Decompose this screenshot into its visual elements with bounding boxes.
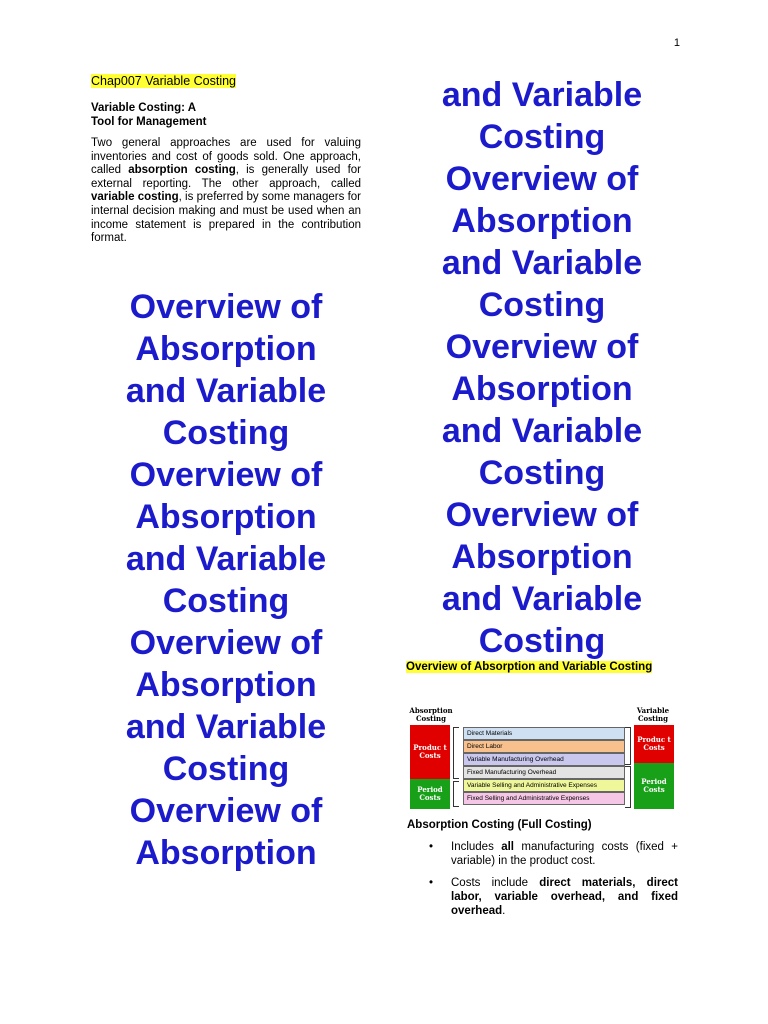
intro-paragraph <box>91 137 361 246</box>
big-right-line: and Variable <box>441 244 643 282</box>
big-left-line: Absorption <box>135 666 317 704</box>
big-right-line: Costing <box>478 622 606 660</box>
chapter-title: Chap007 Variable Costing <box>91 74 237 88</box>
big-left-line: Overview of <box>129 792 323 830</box>
bullet-text-pre: Includes <box>451 841 502 853</box>
intro-bold-absorption: absorption costing <box>128 164 236 177</box>
big-right-line: and Variable <box>441 580 643 618</box>
costing-diagram <box>406 703 678 809</box>
section-heading-line-2: Tool for Management <box>91 116 207 128</box>
big-left-line: Overview of <box>129 456 323 494</box>
cost-row: Fixed Manufacturing Overhead <box>463 766 625 779</box>
intro-text-2: , is generally used for external reporting. The other approach, called <box>91 164 361 190</box>
cost-row: Direct Labor <box>463 740 625 753</box>
big-left-line: Overview of <box>129 624 323 662</box>
absorption-costing-heading: Absorption Costing (Full Costing) <box>407 819 592 831</box>
absorption-product-costs-block: Produc t Costs <box>410 725 450 779</box>
absorption-bullets <box>429 840 678 926</box>
diagram-left-header: Absorption Costing <box>409 706 453 723</box>
big-right-line: Absorption <box>451 370 633 408</box>
cost-row: Variable Selling and Administrative Expenses <box>463 779 625 792</box>
variable-product-costs-block: Produc t Costs <box>634 725 674 763</box>
big-right-line: Overview of <box>445 160 639 198</box>
big-right-line: Costing <box>478 454 606 492</box>
big-left-line: Costing <box>162 414 290 452</box>
big-left-line: Absorption <box>135 330 317 368</box>
big-repeated-heading-left <box>87 286 365 874</box>
diagram-right-header: Variable Costing <box>636 706 670 723</box>
intro-text-3: , is preferred by some managers for internal decision making and must be used when an income statement is prepared in the contribution format. <box>91 191 361 245</box>
intro-bold-variable: variable costing <box>91 191 179 204</box>
bullet-icon: • <box>429 841 434 853</box>
big-left-line: Absorption <box>135 834 317 872</box>
left-column <box>91 72 361 246</box>
big-right-line: Costing <box>478 118 606 156</box>
big-right-line: and Variable <box>441 76 643 114</box>
intro-text-1: Two general approaches are used for valuing inventories and cost of goods sold. One approach, called <box>91 137 361 177</box>
big-left-line: Costing <box>162 750 290 788</box>
section-heading-line-1: Variable Costing: A <box>91 102 197 114</box>
page-number: 1 <box>673 37 680 49</box>
overview-heading <box>406 660 678 674</box>
big-right-line: Costing <box>478 286 606 324</box>
right-period-bracket <box>625 766 631 808</box>
right-product-bracket <box>625 727 631 765</box>
big-left-line: and Variable <box>125 372 327 410</box>
bullet-text-post: . <box>502 905 506 917</box>
big-repeated-heading-right <box>400 74 684 662</box>
big-left-line: Costing <box>162 582 290 620</box>
big-left-line: Absorption <box>135 498 317 536</box>
big-left-line: Overview of <box>129 288 323 326</box>
bullet-text-bold: direct materials, direct labor, variable overhead, and fixed overhead <box>451 877 678 917</box>
bullet-text-post: manufacturing costs (fixed + variable) in the product cost. <box>451 841 678 867</box>
big-right-line: Absorption <box>451 538 633 576</box>
bullet-icon: • <box>429 877 434 889</box>
cost-row: Variable Manufacturing Overhead <box>463 753 625 766</box>
absorption-period-costs-block: Period Costs <box>410 779 450 809</box>
big-right-line: and Variable <box>441 412 643 450</box>
cost-rows <box>463 727 625 805</box>
big-right-line: Absorption <box>451 202 633 240</box>
variable-period-costs-block: Period Costs <box>634 763 674 809</box>
cost-row: Direct Materials <box>463 727 625 740</box>
big-right-line: Overview of <box>445 496 639 534</box>
left-product-bracket <box>453 727 459 779</box>
bullet-text-bold: all <box>501 841 514 853</box>
big-left-line: and Variable <box>125 540 327 578</box>
bullet-item <box>429 840 678 868</box>
overview-heading-text: Overview of Absorption and Variable Costing <box>406 661 653 673</box>
bullet-item <box>429 876 678 918</box>
left-period-bracket <box>453 781 459 807</box>
bullet-text-pre: Costs include <box>451 877 540 889</box>
big-left-line: and Variable <box>125 708 327 746</box>
cost-row: Fixed Selling and Administrative Expenses <box>463 792 625 805</box>
big-right-line: Overview of <box>445 328 639 366</box>
section-heading <box>91 101 361 129</box>
